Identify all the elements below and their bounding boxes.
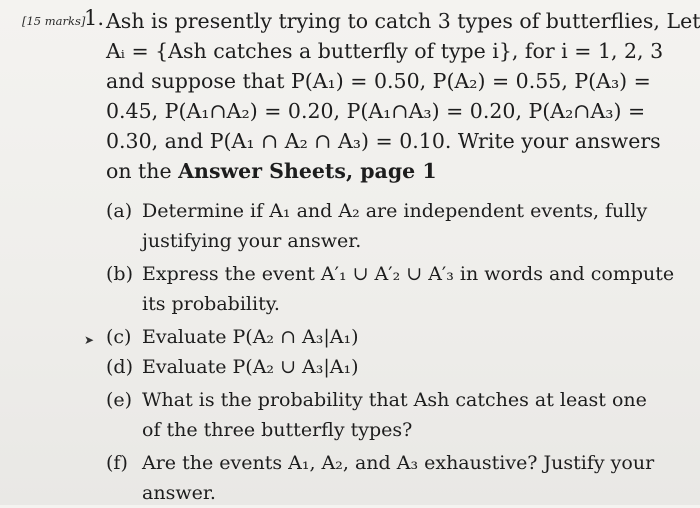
- part-c: [106, 322, 676, 352]
- part-label: (d): [106, 356, 133, 378]
- part-f: [106, 448, 676, 508]
- part-e: [106, 385, 676, 445]
- part-label: (f): [106, 452, 128, 474]
- part-b: [106, 259, 676, 319]
- question-stem: [106, 6, 700, 186]
- stem-last-prefix: on the: [106, 159, 179, 183]
- part-a: [106, 196, 676, 256]
- mouse-cursor-icon: ➤: [84, 333, 95, 347]
- question-parts: [106, 196, 676, 508]
- part-d: [106, 352, 676, 382]
- part-text: justifying your answer.: [142, 230, 362, 252]
- stem-line-last: [106, 156, 676, 186]
- part-text: answer.: [142, 482, 216, 504]
- part-text: of the three butterfly types?: [142, 419, 413, 441]
- part-text: Are the events A₁, A₂, and A₃ exhaustive? Justify your: [142, 452, 655, 474]
- part-text: Express the event A′₁ ∪ A′₂ ∪ A′₃ in words and compute: [142, 263, 675, 285]
- stem-line: Ash is presently trying to catch 3 types of butterflies, Let: [106, 9, 700, 33]
- question-number: 1.: [84, 6, 105, 30]
- stem-line: and suppose that P(A₁) = 0.50, P(A₂) = 0.55, P(A₃) =: [106, 69, 651, 93]
- part-label: (c): [106, 326, 132, 348]
- answer-sheets-reference: Answer Sheets, page 1: [178, 159, 437, 183]
- part-text: What is the probability that Ash catches at least one: [142, 389, 647, 411]
- part-label: (e): [106, 389, 133, 411]
- part-text: Determine if A₁ and A₂ are independent events, fully: [142, 200, 648, 222]
- part-text: Evaluate P(A₂ ∪ A₃|A₁): [142, 356, 359, 378]
- part-label: (b): [106, 263, 133, 285]
- stem-line: Aᵢ = {Ash catches a butterfly of type i}, for i = 1, 2, 3: [106, 39, 664, 63]
- stem-line: 0.30, and P(A₁ ∩ A₂ ∩ A₃) = 0.10. Write your answers: [106, 129, 661, 153]
- marks-label: [15 marks]: [22, 14, 86, 28]
- stem-line: 0.45, P(A₁∩A₂) = 0.20, P(A₁∩A₃) = 0.20, P(A₂∩A₃) =: [106, 99, 646, 123]
- part-text: its probability.: [142, 293, 280, 315]
- part-text: Evaluate P(A₂ ∩ A₃|A₁): [142, 326, 359, 348]
- part-label: (a): [106, 200, 133, 222]
